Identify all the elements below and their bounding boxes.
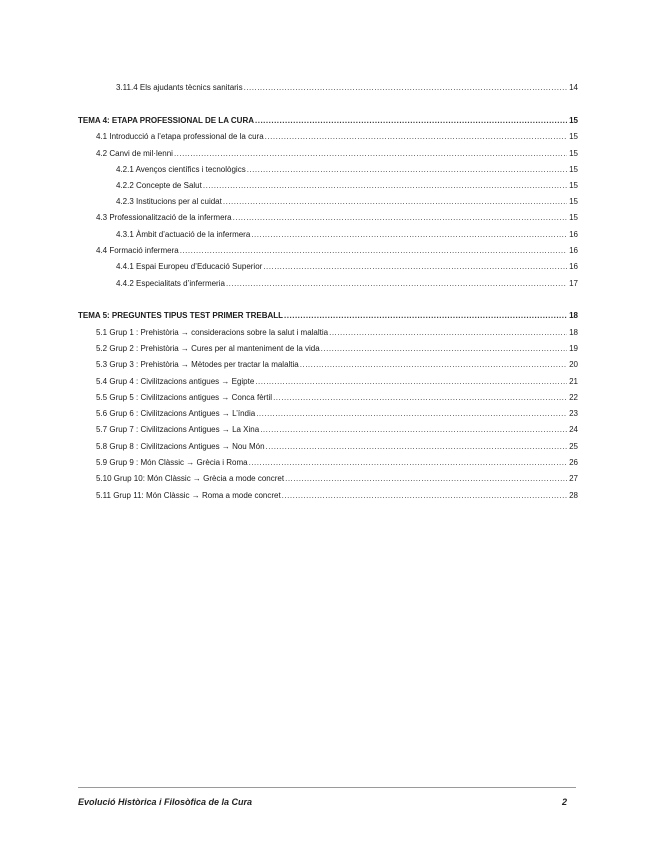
toc-entry-5-1[interactable] — [96, 328, 578, 338]
toc-entry-title: 5.9 Grup 9 : Món Clàssic → Grècia i Roma — [96, 458, 248, 467]
toc-entry-4-3[interactable] — [96, 213, 578, 223]
toc-leader-dots — [285, 474, 567, 484]
toc-entry-page: 24 — [569, 425, 578, 434]
toc-entry-3-11-4[interactable] — [116, 83, 578, 93]
toc-entry-title: 5.8 Grup 8 : Civilitzacions Antigues → Nou Món — [96, 442, 265, 451]
toc-entry-page: 15 — [569, 197, 578, 206]
toc-entry-title: 4.2.1 Avenços científics i tecnològics — [116, 165, 246, 174]
toc-entry-page: 15 — [569, 213, 578, 222]
toc-leader-dots — [249, 458, 567, 468]
toc-entry-title: 5.11 Grup 11: Món Clàssic → Roma a mode concret — [96, 491, 281, 500]
toc-entry-page: 21 — [569, 377, 578, 386]
toc-entry-page: 15 — [569, 149, 578, 158]
toc-entry-4-2-2[interactable] — [116, 181, 578, 191]
toc-entry-page: 14 — [569, 83, 578, 92]
toc-entry-title: 5.6 Grup 6 : Civilitzacions Antigues → L’índia — [96, 409, 256, 418]
toc-entry-page: 22 — [569, 393, 578, 402]
toc-entry-title: 4.4.1 Espai Europeu d’Educació Superior — [116, 262, 263, 271]
toc-entry-page: 19 — [569, 344, 578, 353]
toc-entry-5-4[interactable] — [96, 377, 578, 387]
toc-entry-page: 15 — [569, 165, 578, 174]
toc-leader-dots — [244, 83, 568, 93]
toc-entry-page: 18 — [569, 328, 578, 337]
toc-entry-title: 4.3 Professionalització de la infermera — [96, 213, 232, 222]
toc-entry-4-3-1[interactable] — [116, 230, 578, 240]
toc-leader-dots — [174, 149, 567, 159]
toc-leader-dots — [251, 230, 567, 240]
toc-leader-dots — [203, 181, 567, 191]
toc-leader-dots — [247, 165, 567, 175]
toc-entry-5-11[interactable] — [96, 491, 578, 501]
toc-entry-title: 5.4 Grup 4 : Civilitzacions antigues → Egipte — [96, 377, 255, 386]
toc-entry-4-2-1[interactable] — [116, 165, 578, 175]
toc-entry-title: 5.3 Grup 3 : Prehistòria → Mètodes per tractar la malaltia — [96, 360, 299, 369]
toc-entry-page: 16 — [569, 262, 578, 271]
toc-entry-title: 4.2.3 Institucions per al cuidat — [116, 197, 222, 206]
toc-entry-title: 4.1 Introducció a l’etapa professional de la cura — [96, 132, 264, 141]
toc-entry-page: 15 — [569, 116, 578, 125]
toc-entry-tema-5[interactable] — [78, 311, 578, 321]
toc-entry-page: 28 — [569, 491, 578, 500]
toc-entry-title: 4.4.2 Especialitats d’infermeria — [116, 279, 225, 288]
toc-leader-dots — [273, 393, 567, 403]
toc-leader-dots — [321, 344, 567, 354]
toc-leader-dots — [260, 425, 567, 435]
toc-entry-5-6[interactable] — [96, 409, 578, 419]
toc-entry-5-5[interactable] — [96, 393, 578, 403]
toc-leader-dots — [255, 377, 567, 387]
toc-leader-dots — [256, 409, 567, 419]
toc-entry-title: 4.2 Canvi de mil·lenni — [96, 149, 173, 158]
toc-entry-5-10[interactable] — [96, 474, 578, 484]
toc-entry-title: 5.5 Grup 5 : Civilitzacions antigues → Conca fèrtil — [96, 393, 273, 402]
toc-entry-4-2[interactable] — [96, 149, 578, 159]
toc-entry-page: 25 — [569, 442, 578, 451]
toc-leader-dots — [226, 279, 567, 289]
toc-entry-title: 4.3.1 Àmbit d’actuació de la infermera — [116, 230, 251, 239]
toc-entry-tema-4[interactable] — [78, 116, 578, 126]
toc-entry-page: 16 — [569, 230, 578, 239]
toc-entry-5-3[interactable] — [96, 360, 578, 370]
footer-divider — [78, 787, 576, 788]
toc-entry-page: 15 — [569, 181, 578, 190]
toc-leader-dots — [329, 328, 567, 338]
toc-entry-page: 18 — [569, 311, 578, 320]
footer-document-title: Evolució Històrica i Filosòfica de la Cura — [78, 797, 253, 807]
toc-entry-page: 23 — [569, 409, 578, 418]
toc-entry-title: TEMA 5: PREGUNTES TIPUS TEST PRIMER TREBALL — [78, 311, 284, 320]
toc-entry-title: 4.2.2 Concepte de Salut — [116, 181, 202, 190]
toc-entry-page: 17 — [569, 279, 578, 288]
toc-entry-title: 4.4 Formació infermera — [96, 246, 179, 255]
toc-leader-dots — [282, 491, 567, 501]
toc-entry-4-1[interactable] — [96, 132, 578, 142]
toc-leader-dots — [266, 442, 568, 452]
toc-leader-dots — [255, 116, 567, 126]
toc-entry-4-4[interactable] — [96, 246, 578, 256]
toc-entry-title: 5.2 Grup 2 : Prehistòria → Cures per al manteniment de la vida — [96, 344, 320, 353]
toc-entry-page: 26 — [569, 458, 578, 467]
toc-leader-dots — [233, 213, 567, 223]
toc-entry-title: TEMA 4: ETAPA PROFESSIONAL DE LA CURA — [78, 116, 255, 125]
toc-leader-dots — [265, 132, 567, 142]
toc-entry-page: 27 — [569, 474, 578, 483]
toc-entry-page: 16 — [569, 246, 578, 255]
toc-entry-title: 5.1 Grup 1 : Prehistòria → consideracions sobre la salut i malaltia — [96, 328, 329, 337]
toc-leader-dots — [284, 311, 567, 321]
toc-leader-dots — [180, 246, 567, 256]
toc-entry-4-4-2[interactable] — [116, 279, 578, 289]
toc-leader-dots — [263, 262, 567, 272]
toc-entry-4-2-3[interactable] — [116, 197, 578, 207]
toc-entry-page: 20 — [569, 360, 578, 369]
toc-entry-5-8[interactable] — [96, 442, 578, 452]
toc-entry-page: 15 — [569, 132, 578, 141]
toc-entry-title: 5.10 Grup 10: Món Clàssic → Grècia a mode concret — [96, 474, 285, 483]
toc-leader-dots — [223, 197, 567, 207]
toc-leader-dots — [300, 360, 567, 370]
toc-entry-4-4-1[interactable] — [116, 262, 578, 272]
toc-entry-5-7[interactable] — [96, 425, 578, 435]
footer-page-number: 2 — [562, 797, 568, 807]
toc-entry-title: 3.11.4 Els ajudants tècnics sanitaris — [116, 83, 243, 92]
toc-entry-title: 5.7 Grup 7 : Civilitzacions Antigues → La Xina — [96, 425, 260, 434]
toc-entry-5-9[interactable] — [96, 458, 578, 468]
toc-entry-5-2[interactable] — [96, 344, 578, 354]
